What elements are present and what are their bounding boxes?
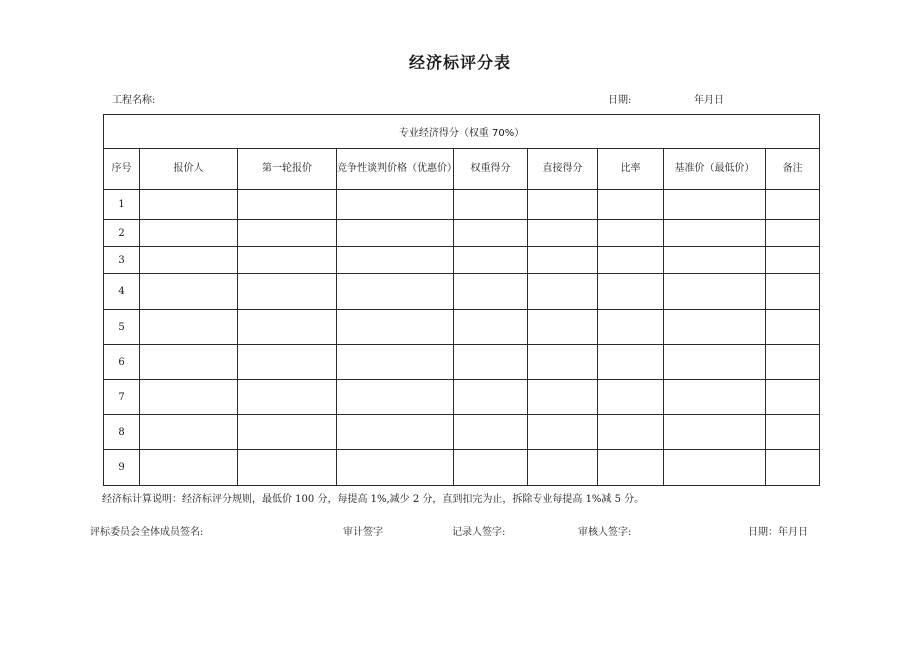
table-row [104, 450, 820, 486]
row-index: 3 [104, 247, 140, 274]
table-cell[interactable] [664, 380, 766, 415]
table-cell[interactable] [454, 345, 528, 380]
table-cell[interactable] [140, 247, 238, 274]
table-cell[interactable] [140, 220, 238, 247]
score-table [103, 114, 820, 486]
row-index: 9 [104, 450, 140, 486]
table-cell[interactable] [238, 274, 337, 310]
table-cell[interactable] [598, 310, 664, 345]
table-cell[interactable] [337, 380, 454, 415]
table-cell[interactable] [238, 190, 337, 220]
table-cell[interactable] [528, 310, 598, 345]
table-cell[interactable] [766, 310, 820, 345]
table-cell[interactable] [528, 450, 598, 486]
header-cell-remarks: 备注 [766, 149, 820, 190]
table-cell[interactable] [664, 345, 766, 380]
table-row [104, 247, 820, 274]
table-row [104, 345, 820, 380]
signature-date-label: 日期：年月日 [748, 527, 808, 538]
table-cell[interactable] [238, 310, 337, 345]
table-cell[interactable] [766, 380, 820, 415]
table-cell[interactable] [337, 220, 454, 247]
audit-signature-label: 审计签字 [343, 527, 383, 538]
table-cell[interactable] [664, 450, 766, 486]
table-cell[interactable] [766, 415, 820, 450]
table-cell[interactable] [598, 415, 664, 450]
table-cell[interactable] [140, 345, 238, 380]
header-cell-bidder: 报价人 [140, 149, 238, 190]
table-cell[interactable] [238, 450, 337, 486]
table-cell[interactable] [598, 450, 664, 486]
reviewer-signature-label: 审核人签字: [578, 527, 632, 538]
table-cell[interactable] [598, 190, 664, 220]
table-cell[interactable] [664, 190, 766, 220]
table-cell[interactable] [337, 310, 454, 345]
table-cell[interactable] [140, 310, 238, 345]
table-cell[interactable] [454, 310, 528, 345]
table-cell[interactable] [766, 450, 820, 486]
table-row [104, 220, 820, 247]
table-cell[interactable] [454, 380, 528, 415]
table-cell[interactable] [766, 274, 820, 310]
header-cell-index: 序号 [104, 149, 140, 190]
table-cell[interactable] [528, 380, 598, 415]
table-cell[interactable] [337, 450, 454, 486]
table-cell[interactable] [664, 310, 766, 345]
table-cell[interactable] [454, 274, 528, 310]
table-cell[interactable] [528, 274, 598, 310]
header-cell-first-round-quote: 第一轮报价 [238, 149, 337, 190]
table-cell[interactable] [528, 190, 598, 220]
header-cell-weighted-score: 权重得分 [454, 149, 528, 190]
project-name-label: 工程名称: [112, 95, 156, 106]
table-cell[interactable] [598, 220, 664, 247]
table-cell[interactable] [140, 274, 238, 310]
table-row [104, 190, 820, 220]
table-cell[interactable] [766, 190, 820, 220]
table-cell[interactable] [664, 274, 766, 310]
table-row [104, 274, 820, 310]
table-cell[interactable] [766, 345, 820, 380]
table-cell[interactable] [528, 247, 598, 274]
table-cell[interactable] [664, 220, 766, 247]
row-index: 1 [104, 190, 140, 220]
table-cell[interactable] [238, 415, 337, 450]
header-row [104, 149, 820, 190]
table-row [104, 380, 820, 415]
row-index: 6 [104, 345, 140, 380]
table-cell[interactable] [337, 190, 454, 220]
table-cell[interactable] [337, 274, 454, 310]
table-cell[interactable] [454, 190, 528, 220]
table-cell[interactable] [238, 247, 337, 274]
row-index: 8 [104, 415, 140, 450]
table-cell[interactable] [454, 220, 528, 247]
header-cell-negotiated-price: 竞争性谈判价格（优惠价） [337, 149, 454, 190]
table-cell[interactable] [528, 345, 598, 380]
table-cell[interactable] [598, 274, 664, 310]
table-cell[interactable] [454, 450, 528, 486]
table-cell[interactable] [766, 220, 820, 247]
header-cell-direct-score: 直接得分 [528, 149, 598, 190]
header-cell-base-price: 基准价（最低价） [664, 149, 766, 190]
table-cell[interactable] [528, 415, 598, 450]
table-cell[interactable] [598, 380, 664, 415]
table-cell[interactable] [140, 415, 238, 450]
calculation-note: 经济标计算说明：经济标评分规则，最低价 100 分，每提高 1%,减少 2 分，直到扣完为止，拆除专业每提高 1%减 5 分。 [102, 494, 645, 505]
committee-signature-label: 评标委员会全体成员签名: [90, 527, 204, 538]
recorder-signature-label: 记录人签字: [452, 527, 506, 538]
table-cell[interactable] [766, 247, 820, 274]
table-row [104, 415, 820, 450]
header-cell-ratio: 比率 [598, 149, 664, 190]
table-cell[interactable] [454, 415, 528, 450]
table-cell[interactable] [238, 345, 337, 380]
date-value: 年月日 [694, 95, 724, 106]
section-title: 专业经济得分（权重 70%） [104, 115, 820, 149]
table-cell[interactable] [140, 450, 238, 486]
table-cell[interactable] [238, 220, 337, 247]
table-cell[interactable] [598, 247, 664, 274]
table-cell[interactable] [140, 190, 238, 220]
table-row [104, 310, 820, 345]
document-title: 经济标评分表 [408, 53, 511, 72]
row-index: 2 [104, 220, 140, 247]
table-cell[interactable] [454, 247, 528, 274]
table-cell[interactable] [140, 380, 238, 415]
table-cell[interactable] [664, 247, 766, 274]
row-index: 5 [104, 310, 140, 345]
table-cell[interactable] [528, 220, 598, 247]
table-cell[interactable] [337, 345, 454, 380]
row-index: 7 [104, 380, 140, 415]
table-cell[interactable] [238, 380, 337, 415]
table-cell[interactable] [598, 345, 664, 380]
table-cell[interactable] [664, 415, 766, 450]
table-cell[interactable] [337, 247, 454, 274]
row-index: 4 [104, 274, 140, 310]
date-label: 日期: [608, 95, 632, 106]
table-cell[interactable] [337, 415, 454, 450]
